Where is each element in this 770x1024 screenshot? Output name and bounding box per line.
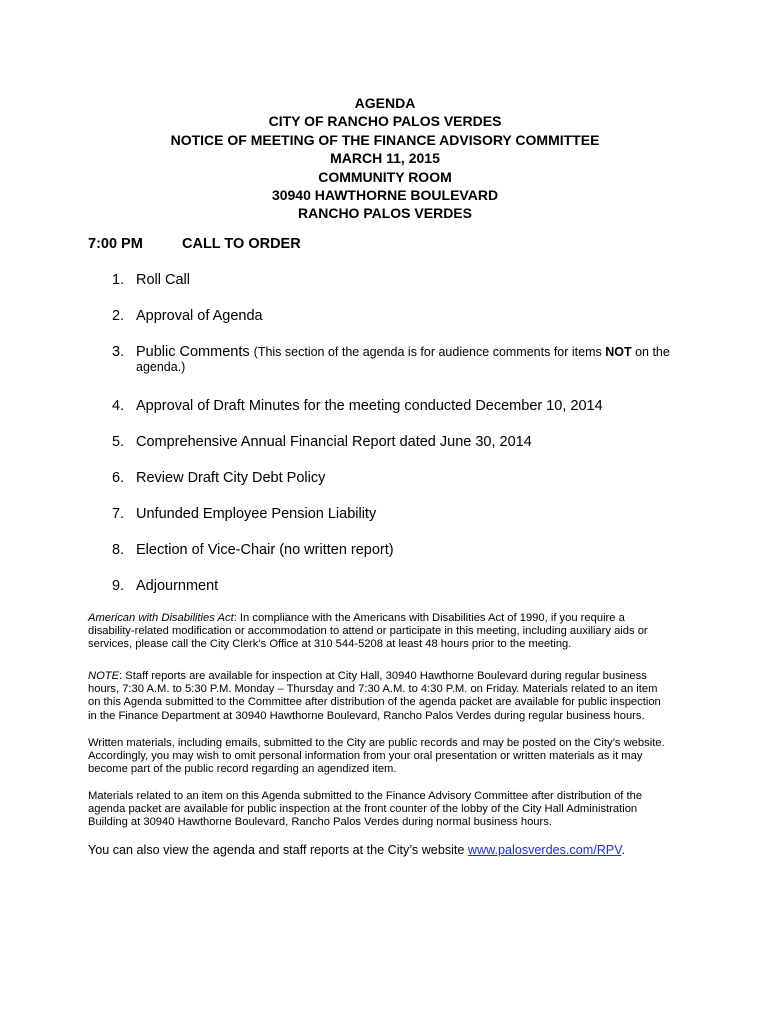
ada-paragraph: [88, 612, 688, 652]
item-number: 1.: [112, 272, 125, 288]
website-text: You can also view the agenda and staff reports at the City’s website: [88, 843, 468, 857]
note-text: : Staff reports are available for inspection at City Hall, 30940 Hawthorne Boulevard during regular business: [119, 670, 647, 682]
item-text: Unfunded Employee Pension Liability: [136, 506, 377, 522]
item-number: 3.: [112, 344, 125, 360]
item-number: 2.: [112, 308, 125, 324]
ada-text: : In compliance with the Americans with Disabilities Act of 1990, if you require a: [233, 612, 625, 624]
written-line-2: Accordingly, you may wish to omit personal information from your oral presentation or written materials as it may: [88, 750, 643, 763]
header-line-city: CITY OF RANCHO PALOS VERDES: [268, 113, 502, 130]
item-number: 8.: [112, 542, 125, 558]
note-line-1: [88, 670, 688, 683]
item-number: 5.: [112, 434, 125, 450]
materials-line-3: Building at 30940 Hawthorne Boulevard, Rancho Palos Verdes during normal business hours.: [88, 816, 552, 829]
call-label: CALL TO ORDER: [182, 236, 301, 252]
agenda-item-pension: [112, 506, 376, 522]
header-line-address: 30940 HAWTHORNE BOULEVARD: [271, 187, 499, 204]
item-text: Roll Call: [136, 272, 190, 288]
item-note-bold: NOT: [605, 345, 632, 359]
agenda-item-roll-call: [112, 272, 190, 288]
agenda-item-public-comments: [112, 344, 670, 374]
header-line-notice: NOTICE OF MEETING OF THE FINANCE ADVISORY COMMITTEE: [170, 131, 600, 148]
header-line-location: RANCHO PALOS VERDES: [298, 205, 472, 222]
call-to-order: [88, 236, 301, 252]
ada-line-1: [88, 612, 688, 625]
item-note-end: on the: [631, 345, 670, 359]
ada-line-3: services, please call the City Clerk’s Office at 310 544-5208 at least 48 hours prior to the meeting.: [88, 638, 572, 651]
written-line-3: become part of the public record regarding an agendized item.: [88, 763, 397, 776]
website-link[interactable]: www.palosverdes.com/RPV: [467, 843, 622, 857]
agenda-header: [0, 94, 770, 223]
note-line-3: on this Agenda submitted to the Committee after distribution of the agenda packet are available for public inspection: [88, 696, 661, 709]
ada-line-2: disability-related modification or accommodation to attend or participate in this meeting, including auxiliary aids or: [88, 625, 648, 638]
item-number: 7.: [112, 506, 125, 522]
item-note: (This section of the agenda is for audience comments for items: [253, 345, 606, 359]
note-line-2: hours, 7:30 A.M. to 5:30 P.M. Monday – Thursday and 7:30 A.M. to 4:30 P.M. on Friday. Materials related to an item: [88, 683, 658, 696]
agenda-item-debt-policy: [112, 470, 325, 486]
item-number: 9.: [112, 578, 125, 594]
agenda-item-cafr: [112, 434, 532, 450]
item-note-continued: agenda.): [136, 360, 186, 374]
header-line-agenda: AGENDA: [354, 95, 416, 111]
materials-line-1: Materials related to an item on this Agenda submitted to the Finance Advisory Committee after distribution of the: [88, 790, 643, 802]
ada-title: American with Disabilities Act: [88, 612, 234, 624]
header-line-date: MARCH 11, 2015: [330, 150, 440, 167]
note-title: NOTE: [88, 670, 120, 682]
agenda-item-adjournment: [112, 578, 218, 594]
item-number: 4.: [112, 398, 125, 414]
written-line-1: Written materials, including emails, submitted to the City are public records and may be posted on the City’s website.: [88, 737, 665, 749]
materials-paragraph: [88, 790, 688, 830]
website-period: .: [621, 843, 625, 857]
agenda-item-approval: [112, 308, 263, 324]
website-line: [88, 843, 625, 857]
item-text: Approval of Agenda: [136, 308, 263, 324]
note-line-4: in the Finance Department at 30940 Hawthorne Boulevard, Rancho Palos Verdes during regular business hours.: [88, 709, 645, 722]
item-text: Adjournment: [136, 578, 219, 594]
item-text: Election of Vice-Chair (no written report): [136, 542, 394, 558]
item-text: Review Draft City Debt Policy: [136, 470, 326, 486]
note-paragraph: [88, 670, 688, 723]
item-text: Public Comments: [136, 344, 254, 360]
written-materials-paragraph: [88, 737, 688, 777]
item-text: Approval of Draft Minutes for the meeting conducted December 10, 2014: [136, 398, 603, 414]
agenda-item-election: [112, 542, 394, 558]
item-text: Comprehensive Annual Financial Report dated June 30, 2014: [136, 434, 532, 450]
header-line-room: COMMUNITY ROOM: [318, 168, 452, 185]
item-number: 6.: [112, 470, 125, 486]
materials-line-2: agenda packet are available for public inspection at the front counter of the lobby of the City Hall Administration: [88, 803, 638, 816]
agenda-item-minutes: [112, 398, 603, 414]
call-time: 7:00 PM: [88, 236, 143, 252]
